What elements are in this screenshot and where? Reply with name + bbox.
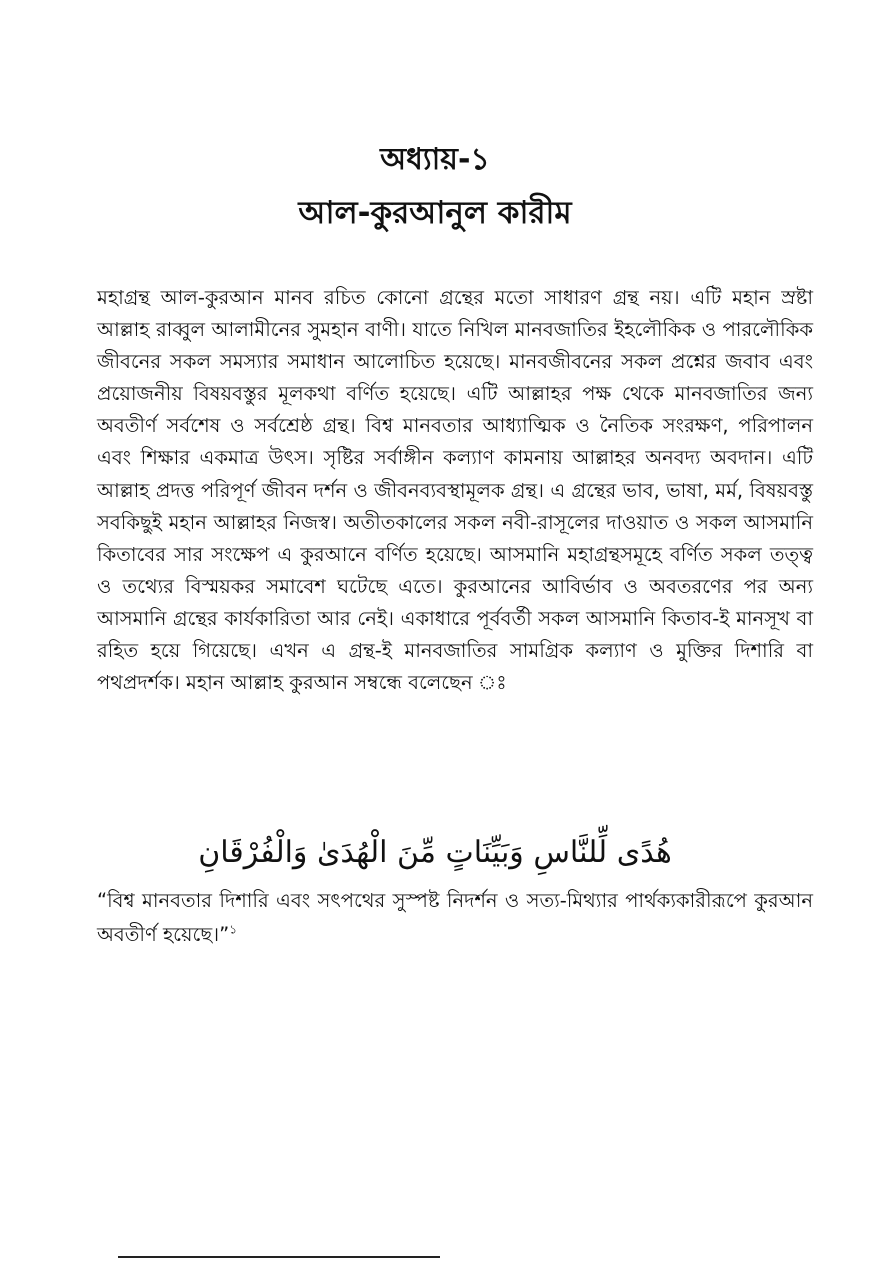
body-paragraph: মহাগ্রন্থ আল-কুরআন মানব রচিত কোনো গ্রন্থের মতো সাধারণ গ্রন্থ নয়। এটি মহান স্রষ্টা আল্লাহ রাব্বুল আলামীনের সুমহান বাণী। যাতে নিখিল মানবজাতির ইহলৌকিক ও পারলৌকিক জীবনের সকল সমস্যার সমাধান আলোচিত হয়েছে। মানবজীবনের সকল প্রশ্নের জবাব এবং প্রয়োজনীয় বিষয়বস্তুর মূলকথা বর্ণিত হয়েছে। এটি আল্লাহর পক্ষ থেকে মানবজাতির জন্য অবতীর্ণ সর্বশেষ ও সর্বশ্রেষ্ঠ গ্রন্থ। বিশ্ব মানবতার আধ্যাত্মিক ও নৈতিক সংরক্ষণ, পরিপালন এবং শিক্ষার একমাত্র উৎস। সৃষ্টির সর্বাঙ্গীন কল্যাণ কামনায় আল্লাহর অনবদ্য অবদান। এটি আল্লাহ প্রদত্ত পরিপূর্ণ জীবন দর্শন ও জীবনব্যবস্থামূলক গ্রন্থ। এ গ্রন্থের ভাব, ভাষা, মর্ম, বিষয়বস্তু সবকিছুই মহান আল্লাহর নিজস্ব। অতীতকালের সকল নবী-রাসূলের দাওয়াত ও সকল আসমানি কিতাবের সার সংক্ষেপ এ কুরআনে বর্ণিত হয়েছে। আসমানি মহাগ্রন্থসমূহে বর্ণিত সকল তত্ত্ব ও তথ্যের বিস্ময়কর সমাবেশ ঘটেছে এতে। কুরআনের আবির্ভাব ও অবতরণের পর অন্য আসমানি গ্রন্থের কার্যকারিতা আর নেই। একাধারে পূর্ববর্তী সকল আসমানি কিতাব-ই মানসূখ বা রহিত হয়ে গিয়েছে। এখন এ গ্রন্থ-ই মানবজাতির সামগ্রিক কল্যাণ ও মুক্তির দিশারি বা পথপ্রদর্শক। মহান আল্লাহ কুরআন সম্বন্ধে বলেছেন ঃ xyxy=(97,286,813,695)
footnote-marker: ১ xyxy=(229,922,238,937)
chapter-title: আল-কুরআনুল কারীম xyxy=(298,195,572,231)
footnote-divider xyxy=(118,1256,440,1258)
verse-translation-text: “বিশ্ব মানবতার দিশারি এবং সৎপথের সুস্পষ্ট নিদর্শন ও সত্য-মিথ্যার পার্থক্যকারীরূপে কুরআন অবতীর্ণ হয়েছে।” xyxy=(97,889,813,946)
arabic-verse: هُدًى لِّلنَّاسِ وَبَيِّنَاتٍ مِّنَ الْهُدَىٰ وَالْفُرْقَانِ xyxy=(198,835,672,870)
verse-translation xyxy=(97,884,813,952)
chapter-number: অধ্যায়-১ xyxy=(380,142,490,177)
